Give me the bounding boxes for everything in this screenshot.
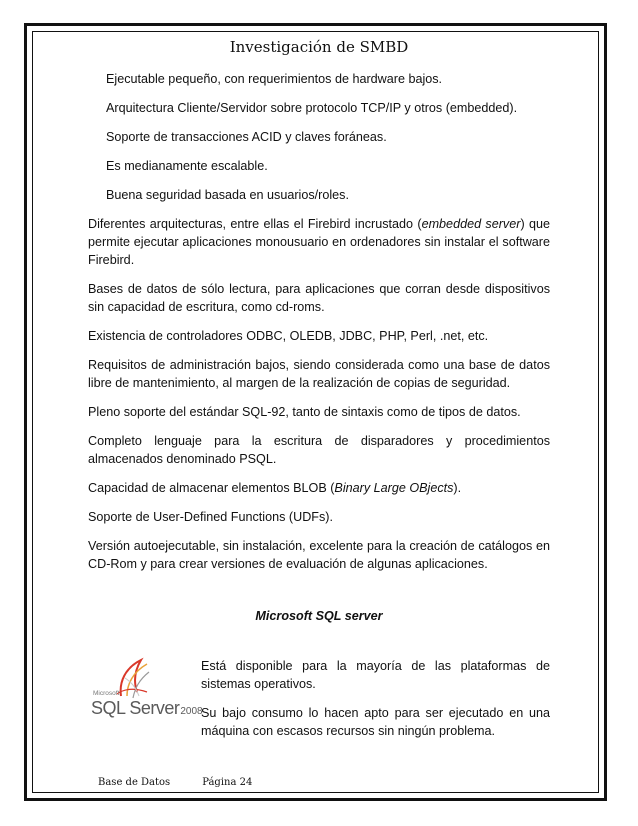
sql-server-logo [91, 652, 203, 726]
logo-version: 2008 [180, 706, 203, 717]
paragraph-udfs: Soporte de User-Defined Functions (UDFs). [88, 510, 333, 524]
paragraph-admin: Requisitos de administración bajos, siendo considerada como una base de datos libre de mantenimiento, al margen de la realización de copias de seguridad. [88, 358, 550, 390]
logo-product: SQL Server [91, 698, 180, 718]
feature-item: Ejecutable pequeño, con requerimientos de hardware bajos. [106, 72, 443, 86]
section-title: Microsoft SQL server [255, 609, 383, 623]
feature-item: Arquitectura Cliente/Servidor sobre protocolo TCP/IP y otros (embedded). [106, 101, 518, 115]
paragraph-text: ). [453, 481, 462, 495]
feature-item: Soporte de transacciones ACID y claves foráneas. [106, 130, 387, 144]
paragraph-text: Diferentes arquitecturas, entre ellas el Firebird incrustado ( [88, 217, 422, 231]
paragraph-sql92: Pleno soporte del estándar SQL-92, tanto de sintaxis como de tipos de datos. [88, 405, 521, 419]
paragraph-drivers: Existencia de controladores ODBC, OLEDB, JDBC, PHP, Perl, .net, etc. [88, 329, 489, 343]
paragraph-emphasis: Binary Large OBjects [334, 481, 454, 495]
sql-feature-platforms: Está disponible para la mayoría de las plataformas de sistemas operativos. [201, 659, 550, 691]
feature-item: Es medianamente escalable. [106, 159, 268, 173]
page-footer [98, 777, 252, 788]
feature-item: Buena seguridad basada en usuarios/roles. [106, 188, 349, 202]
footer-page-number: Página 24 [202, 777, 253, 788]
sql-feature-low-consumption: Su bajo consumo lo hacen apto para ser ejecutado en una máquina con escasos recursos sin ningún problema. [201, 706, 550, 738]
sql-server-features [201, 657, 550, 751]
paragraph-text: Capacidad de almacenar elementos BLOB ( [88, 481, 335, 495]
paragraph-text: ) que permite ejecutar aplicaciones monousuario en ordenadores sin instalar el software Firebird. [88, 217, 550, 267]
paragraph-architectures [88, 215, 550, 269]
page-header-title: Investigación de SMBD [229, 38, 409, 56]
paragraph-psql: Completo lenguaje para la escritura de disparadores y procedimientos almacenados denominado PSQL. [88, 434, 550, 466]
paragraph-autoexec: Versión autoejecutable, sin instalación, excelente para la creación de catálogos en CD-Rom y para crear versiones de evaluación de algunas aplicaciones. [88, 539, 550, 571]
sql-server-wordmark [91, 690, 203, 719]
footer-doc-title: Base de Datos [98, 777, 171, 788]
paragraph-readonly: Bases de datos de sólo lectura, para aplicaciones que corran desde dispositivos sin capacidad de escritura, como cd-roms. [88, 282, 550, 314]
paragraph-emphasis: embedded server [421, 217, 521, 231]
logo-brand: Microsoft [93, 690, 120, 697]
main-content [88, 70, 550, 584]
paragraph-blob [88, 479, 550, 497]
